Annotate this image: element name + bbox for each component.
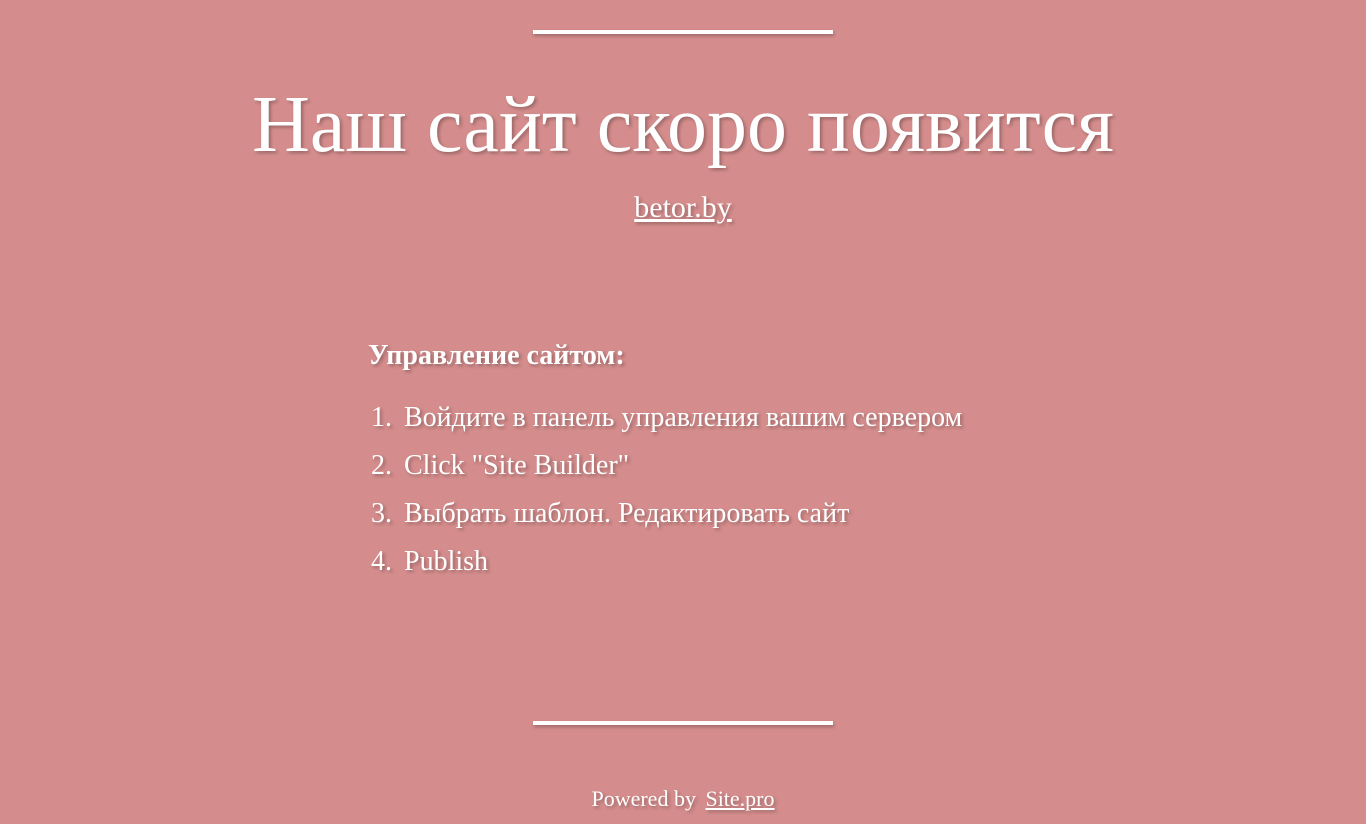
list-item [368,442,962,490]
step-text: Войдите в панель управления вашим сервером [404,402,963,433]
management-heading: Управление сайтом: [368,340,625,371]
domain-link-container [0,191,1366,225]
step-number: 3. [371,498,392,529]
list-item [368,490,962,538]
step-text: Click "Site Builder" [404,450,630,481]
management-steps-list [368,394,962,586]
list-item [368,538,962,586]
domain-link[interactable]: betor.by [634,191,732,224]
page-title: Наш сайт скоро появится [252,81,1114,169]
step-text: Выбрать шаблон. Редактировать сайт [404,498,850,529]
powered-by-label: Powered by [591,786,696,811]
sitepro-link[interactable]: Site.pro [705,786,775,811]
step-number: 4. [371,546,392,577]
bottom-divider [533,721,833,725]
step-text: Publish [404,546,489,577]
top-divider [533,30,833,34]
footer [0,785,1366,813]
list-item [368,394,962,442]
step-number: 1. [371,402,392,433]
step-number: 2. [371,450,392,481]
